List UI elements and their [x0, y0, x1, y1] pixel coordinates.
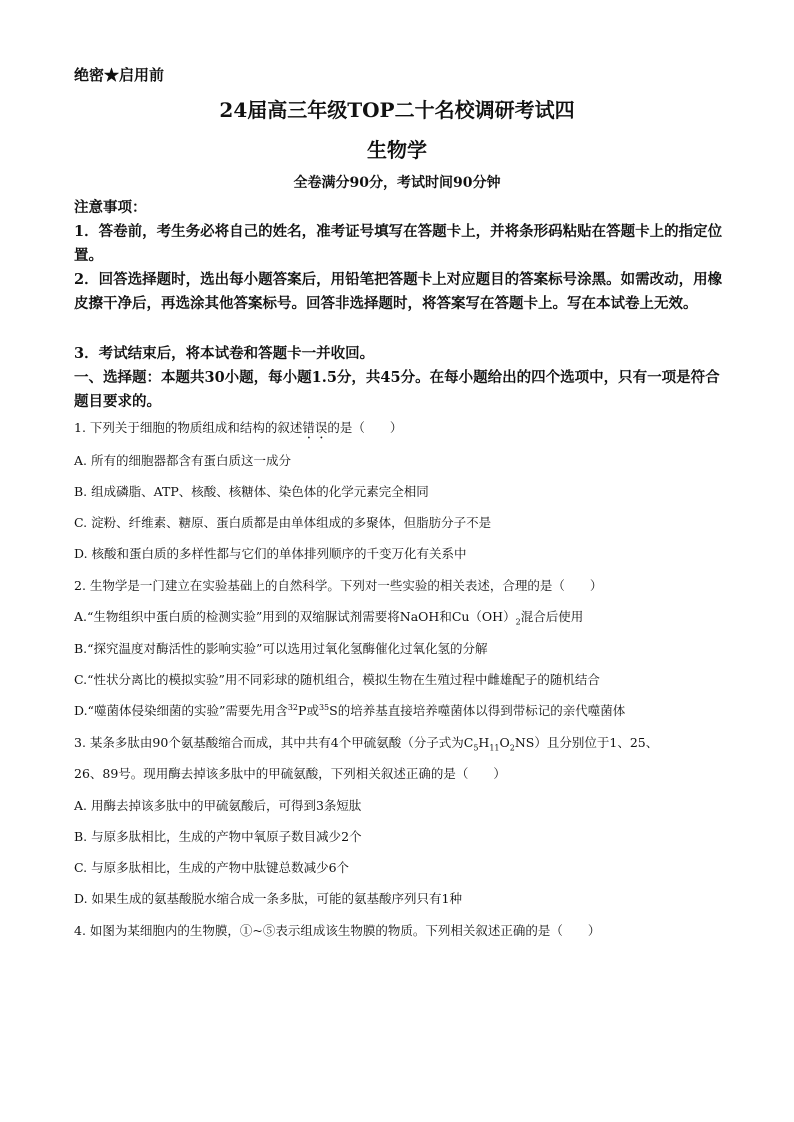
- question-1-option-c: C. 淀粉、纤维素、糖原、蛋白质都是由单体组成的多聚体，但脂肪分子不是: [74, 515, 492, 530]
- question-2-stem: 2. 生物学是一门建立在实验基础上的自然科学。下列对一些实验的相关表述，合理的是（ ）: [74, 578, 603, 593]
- subject-title: 生物学: [367, 138, 427, 162]
- question-3-stem-line-1: 3. 某条多肽由90个氨基酸缩合而成，其中共有4个甲硫氨酸（分子式为$C_5H_{11}O_2NS$）且分别位于1、25、: [74, 735, 659, 753]
- score-info: 全卷满分90分，考试时间90分钟: [293, 175, 501, 191]
- question-3-option-a: A. 用酶去掉该多肽中的甲硫氨酸后，可得到3条短肽: [74, 798, 362, 813]
- question-1-option-d: D. 核酸和蛋白质的多样性都与它们的单体排列顺序的千变万化有关系中: [74, 546, 467, 561]
- question-2-option-b: B.“探究温度对酶活性的影响实验”可以选用过氧化氢酶催化过氧化氢的分解: [74, 641, 488, 656]
- question-2-option-d: D.“噬菌体侵染细菌的实验”需要先用含$^{32}$P或$^{35}$S的培养基直接培养噬菌体以得到带标记的亲代噬菌体: [74, 702, 626, 718]
- secret-label: 绝密★启用前: [74, 66, 165, 84]
- notice-item-2: 2．回答选择题时，选出每小题答案后，用铅笔把答题卡上对应题目的答案标号涂黑。如需改动，用橡皮擦干净后，再选涂其他答案标号。回答非选择题时，将答案写在答题卡上。写在本试卷上无效。: [74, 271, 723, 312]
- section-one-heading: 一、选择题：本题共30小题，每小题1.5分，共45分。在每小题给出的四个选项中，只有一项是符合题目要求的。: [74, 369, 720, 410]
- question-1-option-b: B. 组成磷脂、ATP、核酸、核糖体、染色体的化学元素完全相同: [74, 484, 429, 499]
- notice-item-3: 3．考试结束后，将本试卷和答题卡一并收回。: [74, 345, 375, 362]
- question-1-stem: 1. 下列关于细胞的物质组成和结构的叙述错误的是（ ）: [74, 420, 403, 435]
- question-3-option-d: D. 如果生成的氨基酸脱水缩合成一条多肽，可能的氨基酸序列只有1种: [74, 891, 462, 906]
- emphasis-mark: 错误: [302, 420, 328, 435]
- question-2-option-a: A.“生物组织中蛋白质的检测实验”用到的双缩脲试剂需要将NaOH和$Cu(OH)_2$混合后使用: [74, 609, 584, 627]
- notice-heading: 注意事项：: [74, 199, 147, 216]
- question-3-option-b: B. 与原多肽相比，生成的产物中氧原子数目减少2个: [74, 829, 362, 844]
- question-1-option-a: A. 所有的细胞器都含有蛋白质这一成分: [74, 453, 291, 468]
- exam-title: 24届高三年级TOP二十名校调研考试四: [219, 98, 575, 122]
- question-3-option-c: C. 与原多肽相比，生成的产物中肽键总数减少6个: [74, 860, 350, 875]
- notice-item-1: 1．答卷前，考生务必将自己的姓名，准考证号填写在答题卡上，并将条形码粘贴在答题卡上的指定位置。: [74, 223, 723, 264]
- question-3-stem-line-2: 26、89号。现用酶去掉该多肽中的甲硫氨酸，下列相关叙述正确的是（ ）: [74, 766, 506, 781]
- question-2-option-c: C.“性状分离比的模拟实验”用不同彩球的随机组合，模拟生物在生殖过程中雌雄配子的随机结合: [74, 672, 600, 687]
- question-4-stem: 4. 如图为某细胞内的生物膜，①~⑤表示组成该生物膜的物质。下列相关叙述正确的是（ ）: [74, 923, 601, 938]
